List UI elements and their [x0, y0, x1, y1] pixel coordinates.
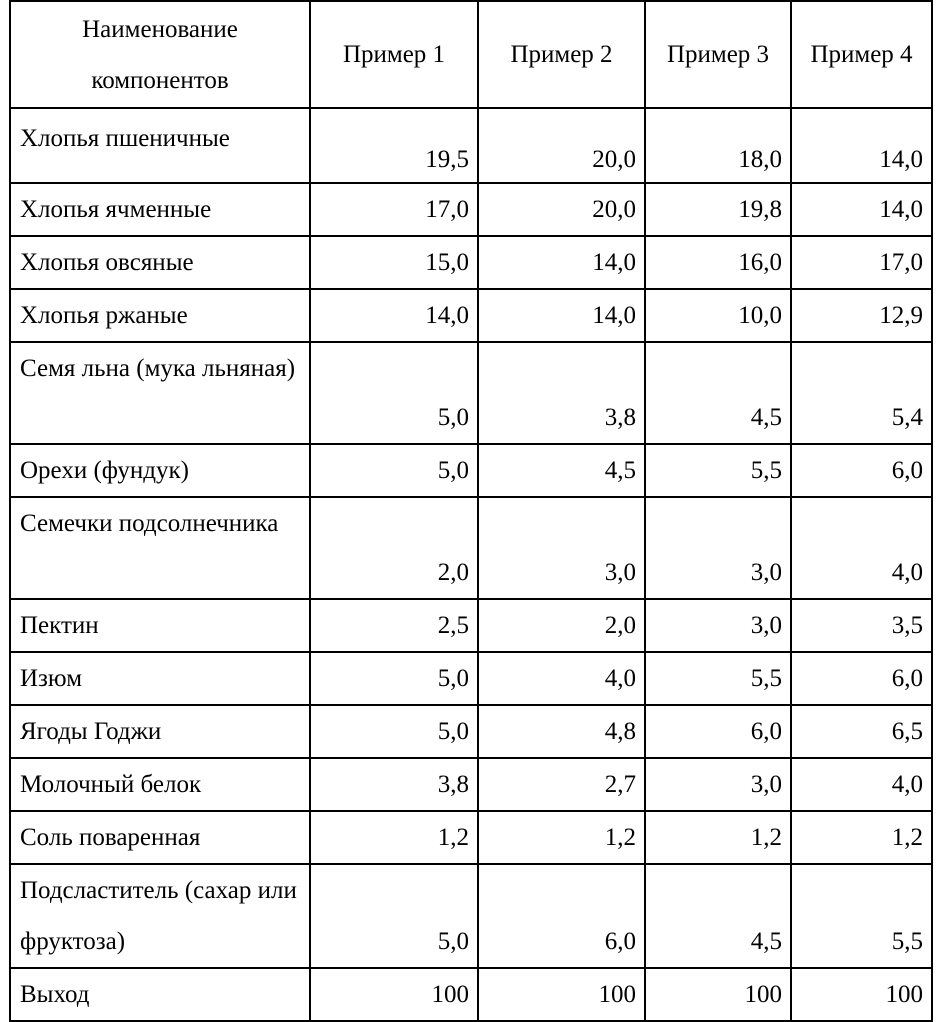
cell-value: 100	[791, 968, 932, 1021]
cell-value: 5,4	[791, 342, 932, 444]
cell-value: 5,0	[310, 342, 478, 444]
cell-value: 3,0	[645, 758, 791, 811]
cell-value: 5,5	[791, 864, 932, 968]
cell-value: 100	[645, 968, 791, 1021]
cell-value: 14,0	[310, 289, 478, 342]
row-name: Хлопья овсяные	[10, 236, 310, 289]
row-name: Изюм	[10, 652, 310, 705]
cell-value: 5,0	[310, 652, 478, 705]
cell-value: 15,0	[310, 236, 478, 289]
cell-value: 1,2	[310, 811, 478, 864]
cell-value: 3,8	[478, 342, 645, 444]
cell-value: 2,0	[310, 497, 478, 599]
cell-value: 20,0	[478, 108, 645, 183]
table-row	[10, 183, 932, 236]
header-example-2: Пример 2	[478, 1, 645, 108]
cell-value: 4,5	[645, 342, 791, 444]
cell-value: 5,0	[310, 864, 478, 968]
cell-value: 2,0	[478, 599, 645, 652]
row-name: Хлопья ржаные	[10, 289, 310, 342]
row-name: Подсластитель (сахар или фруктоза)	[10, 864, 310, 968]
row-name: Соль поваренная	[10, 811, 310, 864]
cell-value: 1,2	[478, 811, 645, 864]
row-name: Семечки подсолнечника	[10, 497, 310, 599]
table-row	[10, 599, 932, 652]
cell-value: 3,0	[478, 497, 645, 599]
table-row	[10, 758, 932, 811]
cell-value: 19,5	[310, 108, 478, 183]
cell-value: 14,0	[478, 289, 645, 342]
header-example-3: Пример 3	[645, 1, 791, 108]
row-name: Выход	[10, 968, 310, 1021]
table-row	[10, 289, 932, 342]
cell-value: 2,5	[310, 599, 478, 652]
row-name: Хлопья ячменные	[10, 183, 310, 236]
cell-value: 10,0	[645, 289, 791, 342]
table-row	[10, 236, 932, 289]
cell-value: 4,0	[791, 497, 932, 599]
cell-value: 14,0	[791, 108, 932, 183]
row-name: Семя льна (мука льняная)	[10, 342, 310, 444]
cell-value: 14,0	[791, 183, 932, 236]
cell-value: 5,5	[645, 652, 791, 705]
cell-value: 17,0	[791, 236, 932, 289]
cell-value: 100	[310, 968, 478, 1021]
cell-value: 18,0	[645, 108, 791, 183]
cell-value: 19,8	[645, 183, 791, 236]
cell-value: 5,0	[310, 705, 478, 758]
header-example-1: Пример 1	[310, 1, 478, 108]
header-components: Наименование компонентов	[10, 1, 310, 108]
cell-value: 4,5	[645, 864, 791, 968]
table-row	[10, 444, 932, 497]
components-table	[9, 0, 933, 1022]
table-row	[10, 968, 932, 1021]
cell-value: 5,5	[645, 444, 791, 497]
header-row	[10, 1, 932, 108]
table-row	[10, 811, 932, 864]
table-row	[10, 864, 932, 968]
cell-value: 3,0	[645, 599, 791, 652]
cell-value: 12,9	[791, 289, 932, 342]
cell-value: 6,0	[791, 444, 932, 497]
table-row	[10, 497, 932, 599]
cell-value: 6,0	[645, 705, 791, 758]
cell-value: 16,0	[645, 236, 791, 289]
cell-value: 14,0	[478, 236, 645, 289]
cell-value: 6,5	[791, 705, 932, 758]
table-row	[10, 342, 932, 444]
cell-value: 3,0	[645, 497, 791, 599]
cell-value: 20,0	[478, 183, 645, 236]
cell-value: 5,0	[310, 444, 478, 497]
cell-value: 4,0	[478, 652, 645, 705]
row-name: Орехи (фундук)	[10, 444, 310, 497]
cell-value: 17,0	[310, 183, 478, 236]
header-example-4: Пример 4	[791, 1, 932, 108]
row-name: Пектин	[10, 599, 310, 652]
cell-value: 4,0	[791, 758, 932, 811]
cell-value: 3,8	[310, 758, 478, 811]
cell-value: 6,0	[478, 864, 645, 968]
cell-value: 6,0	[791, 652, 932, 705]
cell-value: 1,2	[645, 811, 791, 864]
cell-value: 4,8	[478, 705, 645, 758]
table-row	[10, 705, 932, 758]
cell-value: 1,2	[791, 811, 932, 864]
row-name: Хлопья пшеничные	[10, 108, 310, 183]
row-name: Молочный белок	[10, 758, 310, 811]
row-name: Ягоды Годжи	[10, 705, 310, 758]
cell-value: 100	[478, 968, 645, 1021]
cell-value: 4,5	[478, 444, 645, 497]
cell-value: 3,5	[791, 599, 932, 652]
table-row	[10, 652, 932, 705]
table-row	[10, 108, 932, 183]
cell-value: 2,7	[478, 758, 645, 811]
